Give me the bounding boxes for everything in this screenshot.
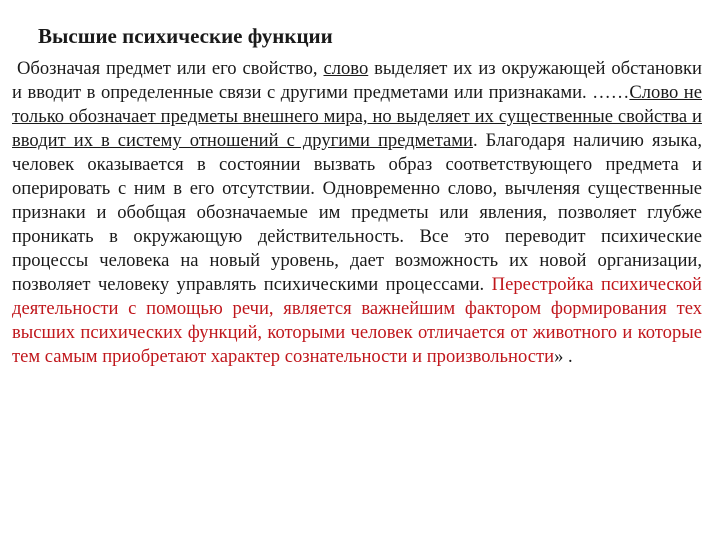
underlined-sentence: Слово не только обозначает предметы внешнего мира, но выделяет их существенные свойства и вводит их в систему отношений с другими предметами — [12, 82, 702, 151]
text-ending: » . — [554, 346, 573, 367]
body-paragraph — [12, 57, 702, 369]
text-part-2: выделяет их из окружающей обстановки и вводит в определенные связи с другими предметами или признаками. …… — [12, 58, 702, 103]
slide-title: Высшие психические функции — [38, 24, 333, 48]
text-part-3: . Благодаря наличию языка, человек оказывается в состоянии вызвать образ соответствующего предмета и оперировать с ним в его отсутствии. Одновременно слово, вычленяя существенные признаки и обобщая обозначаемые им предметы или явления, позволяет глубже проникать в окружающую действительность. Все это переводит психические процессы человека на новый уровень, дает возможность их новой организации, позволяет человеку управлять психическими процессами. — [12, 130, 702, 295]
underlined-word: слово — [323, 58, 369, 79]
text-part-1: Обозначая предмет или его свойство, — [17, 58, 324, 79]
highlighted-red-text: Перестройка психической деятельности с помощью речи, является важнейшим фактором формирования тех высших психических функций, которыми человек отличается от животного и которые тем самым приобретают характер сознательности и произвольности — [12, 274, 703, 367]
